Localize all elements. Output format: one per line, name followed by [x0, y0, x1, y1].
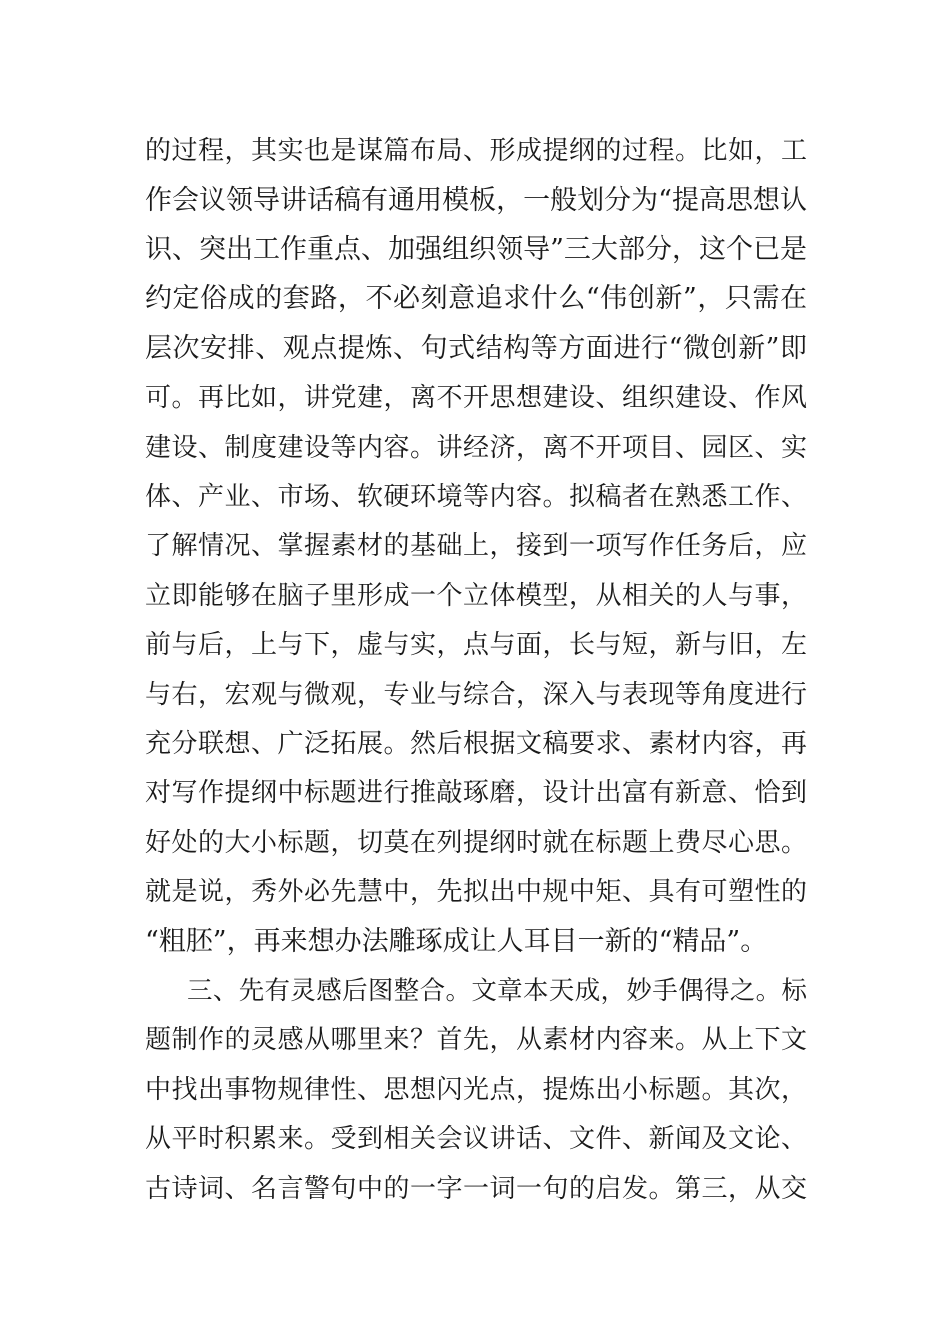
- text-line: “粗胚”，再来想办法雕琢成让人耳目一新的“精品”。: [145, 926, 768, 957]
- text-line: 作会议领导讲话稿有通用模板，一般划分为“提高思想认: [145, 185, 807, 216]
- text-line: 对写作提纲中标题进行推敲琢磨，设计出富有新意、恰到: [145, 778, 807, 808]
- text-line: 的过程，其实也是谋篇布局、形成提纲的过程。比如，工: [145, 136, 807, 166]
- text-line: 立即能够在脑子里形成一个立体模型，从相关的人与事，: [145, 581, 807, 611]
- text-line: 建设、制度建设等内容。讲经济，离不开项目、园区、实: [145, 433, 807, 463]
- text-line: 可。再比如，讲党建，离不开思想建设、组织建设、作风: [145, 383, 807, 413]
- text-line: 了解情况、掌握素材的基础上，接到一项写作任务后，应: [145, 531, 807, 561]
- text-line: 体、产业、市场、软硬环境等内容。拟稿者在熟悉工作、: [145, 482, 807, 512]
- text-line: 好处的大小标题，切莫在列提纲时就在标题上费尽心思。: [145, 828, 807, 858]
- text-line: 就是说，秀外必先慧中，先拟出中规中矩、具有可塑性的: [145, 877, 807, 907]
- text-line: 中找出事物规律性、思想闪光点，提炼出小标题。其次，: [145, 1075, 807, 1105]
- paragraph-first-line: 三、先有灵感后图整合。文章本天成，妙手偶得之。标: [187, 976, 807, 1006]
- text-line: 古诗词、名言警句中的一字一词一句的启发。第三，从交: [145, 1174, 807, 1204]
- text-line: 识、突出工作重点、加强组织领导”三大部分，这个已是: [145, 234, 807, 265]
- text-line: 前与后，上与下，虚与实，点与面，长与短，新与旧，左: [145, 630, 807, 660]
- text-line: 与右，宏观与微观，专业与综合，深入与表现等角度进行: [145, 680, 807, 710]
- text-line: 约定俗成的套路，不必刻意追求什么“伟创新”，只需在: [145, 283, 807, 314]
- text-line: 充分联想、广泛拓展。然后根据文稿要求、素材内容，再: [145, 729, 807, 759]
- text-line: 题制作的灵感从哪里来？首先，从素材内容来。从上下文: [145, 1025, 807, 1055]
- text-line: 从平时积累来。受到相关会议讲话、文件、新闻及文论、: [145, 1124, 807, 1154]
- text-line: 层次安排、观点提炼、句式结构等方面进行“微创新”即: [145, 333, 807, 364]
